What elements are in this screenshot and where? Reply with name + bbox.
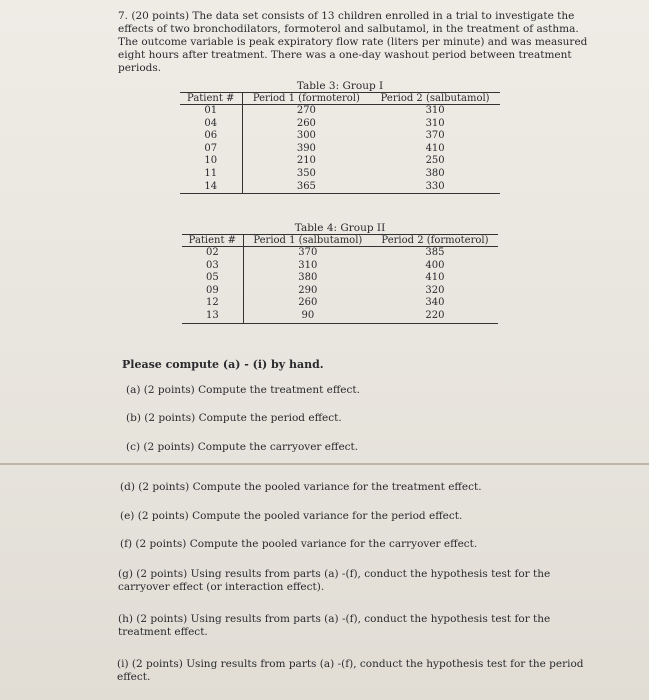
patient-id-cell: 04	[180, 118, 242, 131]
patient-id-cell: 06	[180, 130, 242, 143]
pefr-value-cell: 410	[425, 272, 445, 284]
pefr-value-cell: 370	[425, 130, 445, 142]
table-row	[180, 155, 500, 168]
table-3-header-period-1: Period 1 (formoterol)	[242, 93, 370, 105]
pefr-value-cell: 310	[298, 259, 318, 271]
question-a: (a) (2 points) Compute the treatment effect.	[126, 384, 360, 396]
patient-id-cell: 09	[182, 285, 243, 298]
table-4-header-patient: Patient #	[182, 235, 243, 247]
pefr-value-cell: 400	[425, 259, 445, 271]
table-row	[182, 310, 498, 323]
patient-id-cell: 14	[180, 181, 242, 194]
question-e: (e) (2 points) Compute the pooled variance for the period effect.	[120, 510, 463, 522]
patient-id-cell: 01	[180, 105, 242, 118]
patient-id-cell: 11	[180, 168, 242, 181]
problem-text: (20 points) The data set consists of 13 children enrolled in a trial to investigate the effects of two bronchodilators, formoterol and salbutamol, in the treatment of asthma. The outcome variable is peak expiratory flow rate (liters per minute) and was measured eight hours after treatment. There was a one-day washout period between treatment periods.	[118, 10, 588, 74]
table-4-caption: Table 4: Group II	[294, 222, 386, 234]
problem-statement	[118, 10, 588, 75]
pefr-value-cell: 220	[372, 310, 498, 323]
table-3-caption: Table 3: Group I	[296, 80, 384, 92]
patient-id-cell: 03	[182, 260, 243, 273]
pefr-value-cell: 320	[425, 284, 445, 296]
table-row	[180, 105, 500, 118]
table-row	[180, 168, 500, 181]
problem-number: 7.	[118, 10, 129, 22]
pefr-value-cell: 270	[296, 105, 316, 116]
pefr-value-cell: 340	[425, 297, 445, 309]
table-3	[180, 92, 500, 194]
table-row	[180, 130, 500, 143]
pefr-value-cell: 90	[243, 310, 372, 323]
pefr-value-cell: 310	[425, 105, 445, 116]
instructions: Please compute (a) - (i) by hand.	[122, 358, 324, 371]
pefr-value-cell: 260	[296, 117, 316, 129]
patient-id-cell: 10	[180, 155, 242, 168]
pefr-value-cell: 210	[296, 155, 316, 167]
patient-id-cell: 02	[182, 247, 243, 260]
pefr-value-cell: 260	[298, 297, 318, 309]
table-row	[182, 285, 498, 298]
table-3-header-patient: Patient #	[180, 93, 242, 105]
table-row	[182, 272, 498, 285]
pefr-value-cell: 330	[370, 181, 500, 194]
patient-id-cell: 12	[182, 297, 243, 310]
table-4-header-period-1: Period 1 (salbutamol)	[243, 235, 372, 247]
question-h: (h) (2 points) Using results from parts (a) -(f), conduct the hypothesis test for the treatment effect.	[118, 613, 551, 638]
question-f: (f) (2 points) Compute the pooled variance for the carryover effect.	[120, 538, 478, 550]
patient-id-cell: 05	[182, 272, 243, 285]
patient-id-cell: 13	[182, 310, 243, 323]
pefr-value-cell: 250	[425, 155, 445, 167]
question-d: (d) (2 points) Compute the pooled variance for the treatment effect.	[120, 481, 482, 493]
table-row	[182, 297, 498, 310]
table-row	[180, 143, 500, 156]
patient-id-cell: 07	[180, 143, 242, 156]
table-row	[180, 181, 500, 194]
table-row	[182, 247, 498, 260]
pefr-value-cell: 350	[296, 167, 316, 179]
question-i: (i) (2 points) Using results from parts (a) -(f), conduct the hypothesis test for the period effect.	[117, 658, 584, 683]
table-group-1	[180, 80, 500, 194]
table-group-2	[182, 222, 498, 324]
pefr-value-cell: 390	[296, 142, 316, 154]
table-3-header-period-2: Period 2 (salbutamol)	[370, 93, 500, 105]
pefr-value-cell: 365	[242, 181, 370, 194]
pefr-value-cell: 380	[425, 167, 445, 179]
pefr-value-cell: 310	[425, 117, 445, 129]
pefr-value-cell: 300	[296, 130, 316, 142]
question-c: (c) (2 points) Compute the carryover effect.	[126, 441, 359, 453]
pefr-value-cell: 410	[425, 142, 445, 154]
table-4-header-period-2: Period 2 (formoterol)	[372, 235, 498, 247]
pefr-value-cell: 385	[425, 247, 445, 258]
pefr-value-cell: 380	[298, 272, 318, 284]
table-row	[180, 118, 500, 131]
question-g: (g) (2 points) Using results from parts (a) -(f), conduct the hypothesis test for the carryover effect (or interaction effect).	[118, 568, 551, 593]
pefr-value-cell: 290	[298, 284, 318, 296]
table-row	[182, 260, 498, 273]
question-b: (b) (2 points) Compute the period effect.	[126, 412, 342, 424]
pefr-value-cell: 370	[298, 247, 318, 258]
table-4	[182, 234, 498, 324]
